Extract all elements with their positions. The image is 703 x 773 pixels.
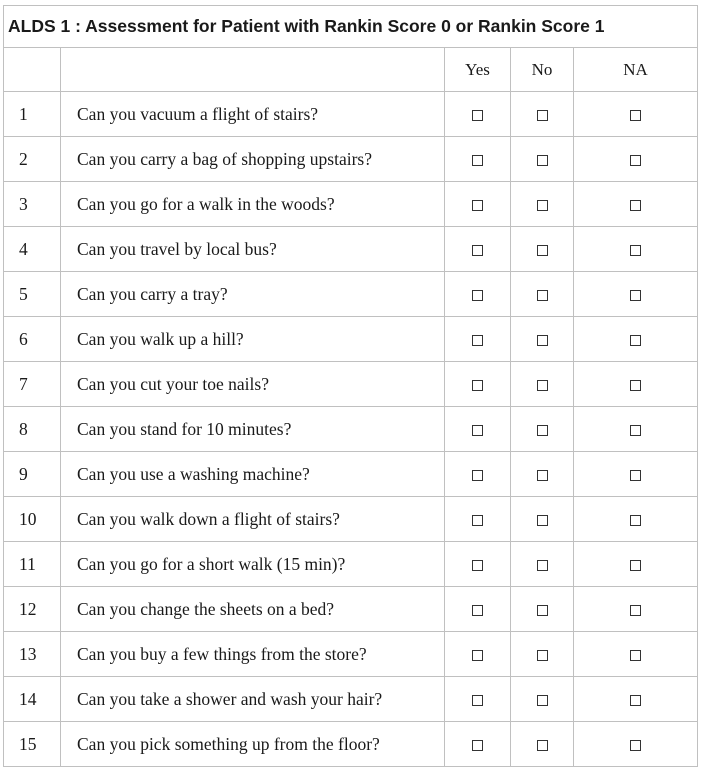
question-number: 14 [4,677,61,722]
yes-checkbox[interactable] [472,470,483,481]
header-question [61,48,445,92]
question-text: Can you stand for 10 minutes? [61,407,445,452]
na-checkbox[interactable] [630,740,641,751]
na-cell [574,452,698,497]
question-text: Can you buy a few things from the store? [61,632,445,677]
question-number: 3 [4,182,61,227]
header-number [4,48,61,92]
yes-checkbox[interactable] [472,515,483,526]
assessment-table [3,5,698,767]
na-cell [574,407,698,452]
na-checkbox[interactable] [630,110,641,121]
yes-cell [445,587,511,632]
yes-cell [445,542,511,587]
yes-cell [445,677,511,722]
alds-assessment-form [3,5,697,767]
question-text: Can you pick something up from the floor? [61,722,445,767]
na-checkbox[interactable] [630,245,641,256]
no-checkbox[interactable] [537,245,548,256]
yes-checkbox[interactable] [472,560,483,571]
question-row-2 [4,137,698,182]
question-text: Can you walk down a flight of stairs? [61,497,445,542]
question-text: Can you carry a bag of shopping upstairs? [61,137,445,182]
na-cell [574,137,698,182]
no-checkbox[interactable] [537,335,548,346]
na-cell [574,677,698,722]
no-checkbox[interactable] [537,290,548,301]
no-checkbox[interactable] [537,560,548,571]
question-row-13 [4,632,698,677]
no-cell [511,362,574,407]
question-number: 13 [4,632,61,677]
column-header-row [4,48,698,92]
no-cell [511,182,574,227]
na-checkbox[interactable] [630,515,641,526]
question-row-7 [4,362,698,407]
question-number: 11 [4,542,61,587]
no-cell [511,497,574,542]
header-yes: Yes [445,48,511,92]
no-cell [511,137,574,182]
yes-checkbox[interactable] [472,695,483,706]
no-cell [511,272,574,317]
question-text: Can you take a shower and wash your hair? [61,677,445,722]
question-text: Can you vacuum a flight of stairs? [61,92,445,137]
yes-checkbox[interactable] [472,380,483,391]
na-cell [574,497,698,542]
no-cell [511,587,574,632]
no-cell [511,632,574,677]
yes-cell [445,497,511,542]
question-number: 1 [4,92,61,137]
yes-checkbox[interactable] [472,245,483,256]
no-checkbox[interactable] [537,110,548,121]
no-cell [511,317,574,362]
question-text: Can you cut your toe nails? [61,362,445,407]
yes-checkbox[interactable] [472,155,483,166]
no-checkbox[interactable] [537,155,548,166]
na-checkbox[interactable] [630,560,641,571]
no-checkbox[interactable] [537,200,548,211]
na-checkbox[interactable] [630,155,641,166]
question-row-12 [4,587,698,632]
question-number: 5 [4,272,61,317]
na-cell [574,542,698,587]
no-checkbox[interactable] [537,515,548,526]
question-row-8 [4,407,698,452]
no-cell [511,452,574,497]
question-row-11 [4,542,698,587]
yes-checkbox[interactable] [472,740,483,751]
na-checkbox[interactable] [630,335,641,346]
header-na: NA [574,48,698,92]
question-text: Can you walk up a hill? [61,317,445,362]
question-row-15 [4,722,698,767]
question-row-10 [4,497,698,542]
yes-checkbox[interactable] [472,290,483,301]
yes-checkbox[interactable] [472,650,483,661]
yes-checkbox[interactable] [472,605,483,616]
question-row-3 [4,182,698,227]
na-checkbox[interactable] [630,695,641,706]
na-cell [574,722,698,767]
na-checkbox[interactable] [630,650,641,661]
no-checkbox[interactable] [537,470,548,481]
na-cell [574,92,698,137]
question-text: Can you travel by local bus? [61,227,445,272]
na-checkbox[interactable] [630,605,641,616]
yes-cell [445,182,511,227]
question-text: Can you go for a short walk (15 min)? [61,542,445,587]
header-no: No [511,48,574,92]
yes-cell [445,407,511,452]
question-row-9 [4,452,698,497]
question-row-14 [4,677,698,722]
question-text: Can you use a washing machine? [61,452,445,497]
yes-cell [445,317,511,362]
question-number: 12 [4,587,61,632]
question-number: 4 [4,227,61,272]
na-cell [574,182,698,227]
question-text: Can you change the sheets on a bed? [61,587,445,632]
no-cell [511,92,574,137]
na-cell [574,227,698,272]
no-checkbox[interactable] [537,695,548,706]
question-row-1 [4,92,698,137]
na-checkbox[interactable] [630,425,641,436]
no-cell [511,407,574,452]
question-number: 10 [4,497,61,542]
no-checkbox[interactable] [537,650,548,661]
yes-cell [445,722,511,767]
yes-checkbox[interactable] [472,425,483,436]
question-row-6 [4,317,698,362]
na-checkbox[interactable] [630,470,641,481]
question-text: Can you go for a walk in the woods? [61,182,445,227]
no-cell [511,227,574,272]
yes-cell [445,452,511,497]
question-number: 8 [4,407,61,452]
question-number: 9 [4,452,61,497]
no-checkbox[interactable] [537,740,548,751]
yes-checkbox[interactable] [472,200,483,211]
na-cell [574,632,698,677]
question-number: 7 [4,362,61,407]
no-checkbox[interactable] [537,605,548,616]
no-cell [511,677,574,722]
na-checkbox[interactable] [630,380,641,391]
question-list [4,92,698,767]
na-cell [574,362,698,407]
question-number: 15 [4,722,61,767]
yes-checkbox[interactable] [472,110,483,121]
na-cell [574,272,698,317]
yes-cell [445,362,511,407]
yes-cell [445,272,511,317]
yes-cell [445,92,511,137]
no-checkbox[interactable] [537,425,548,436]
no-cell [511,542,574,587]
yes-cell [445,632,511,677]
question-number: 2 [4,137,61,182]
question-row-5 [4,272,698,317]
question-text: Can you carry a tray? [61,272,445,317]
yes-cell [445,137,511,182]
no-checkbox[interactable] [537,380,548,391]
no-cell [511,722,574,767]
na-checkbox[interactable] [630,290,641,301]
na-cell [574,587,698,632]
yes-cell [445,227,511,272]
question-number: 6 [4,317,61,362]
question-row-4 [4,227,698,272]
table-title: ALDS 1 : Assessment for Patient with Rankin Score 0 or Rankin Score 1 [4,6,698,48]
na-checkbox[interactable] [630,200,641,211]
na-cell [574,317,698,362]
yes-checkbox[interactable] [472,335,483,346]
